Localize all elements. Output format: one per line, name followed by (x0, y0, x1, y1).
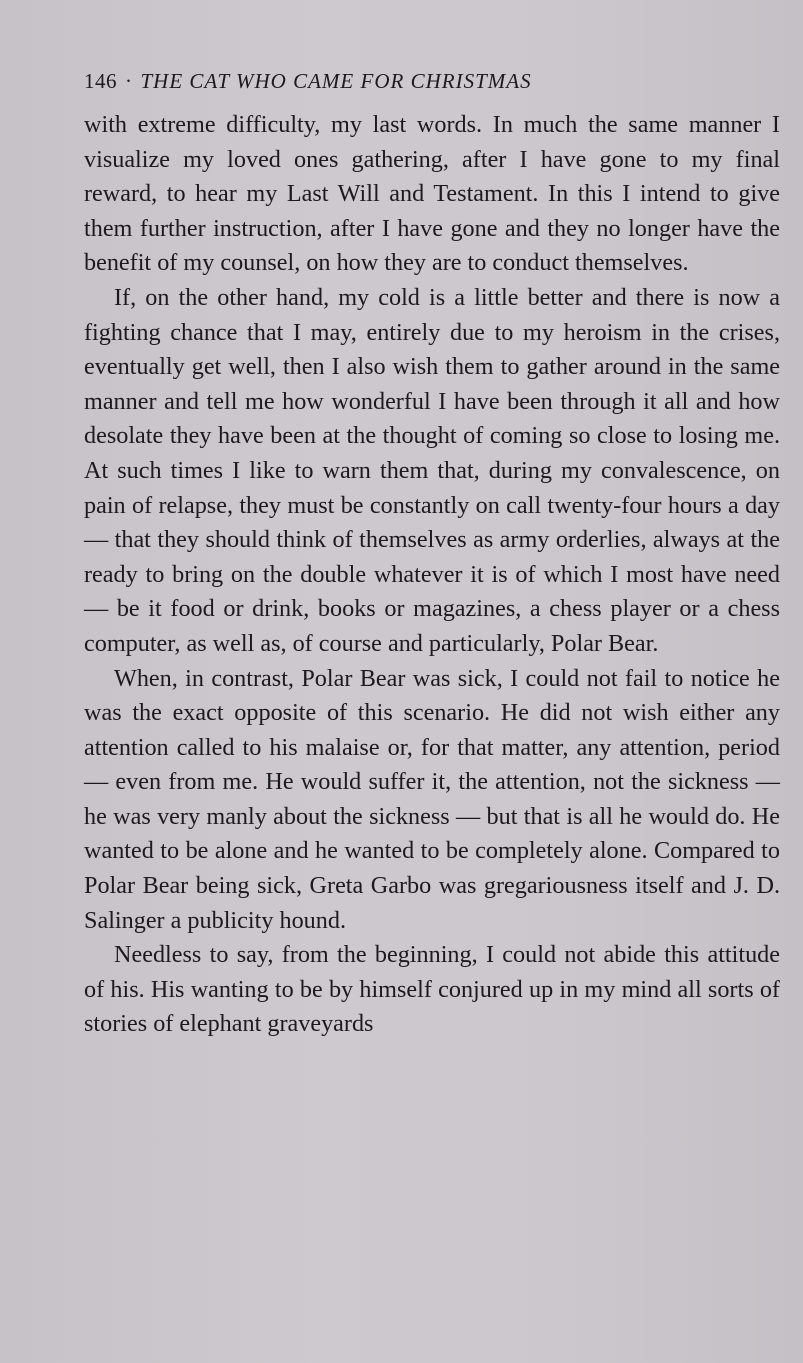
book-title: THE CAT WHO CAME FOR CHRISTMAS (140, 69, 532, 93)
book-page (84, 68, 780, 1042)
page-number: 146 (84, 69, 117, 93)
running-head (84, 68, 780, 94)
paragraph-polar-bear-sick: When, in contrast, Polar Bear was sick, I could not fail to notice he was the exact opposite of this scenario. He did not wish either any attention called to his malaise or, for that matter, any attention, period — even from me. He would suffer it, the attention, not the sickness — he was very manly about the sickness — but that is all he would do. He wanted to be alone and he wanted to be completely alone. Compared to Polar Bear being sick, Greta Garbo was gregariousness itself and J. D. Salinger a publicity hound. (84, 664, 780, 934)
paragraph-continuation: with extreme difficulty, my last words. In much the same manner I visualize my loved ones gathering, after I have gone to my final reward, to hear my Last Will and Testament. In this I intend to give them further instruction, after I have gone and they no longer have the benefit of my counsel, on how they are to conduct themselves. (84, 111, 780, 277)
body-text (84, 108, 780, 1042)
paragraph-cold-better: If, on the other hand, my cold is a little better and there is now a fighting chance that I may, entirely due to my heroism in the crises, eventually get well, then I also wish them to gather around in the same manner and tell me how wonderful I have been through it all and how desolate they have been at the thought of coming so close to losing me. At such times I like to warn them that, during my convalescence, on pain of relapse, they must be constantly on call twenty-four hours a day — that they should think of themselves as army orderlies, always at the ready to bring on the double whatever it is of which I most have need — be it food or drink, books or magazines, a chess player or a chess computer, as well as, of course and particularly, Polar Bear. (84, 283, 780, 657)
paragraph-needless-to-say: Needless to say, from the beginning, I could not abide this attitude of his. His wanting to be by himself conjured up in my mind all sorts of stories of elephant graveyards (84, 941, 780, 1038)
running-head-separator: · (125, 69, 133, 93)
